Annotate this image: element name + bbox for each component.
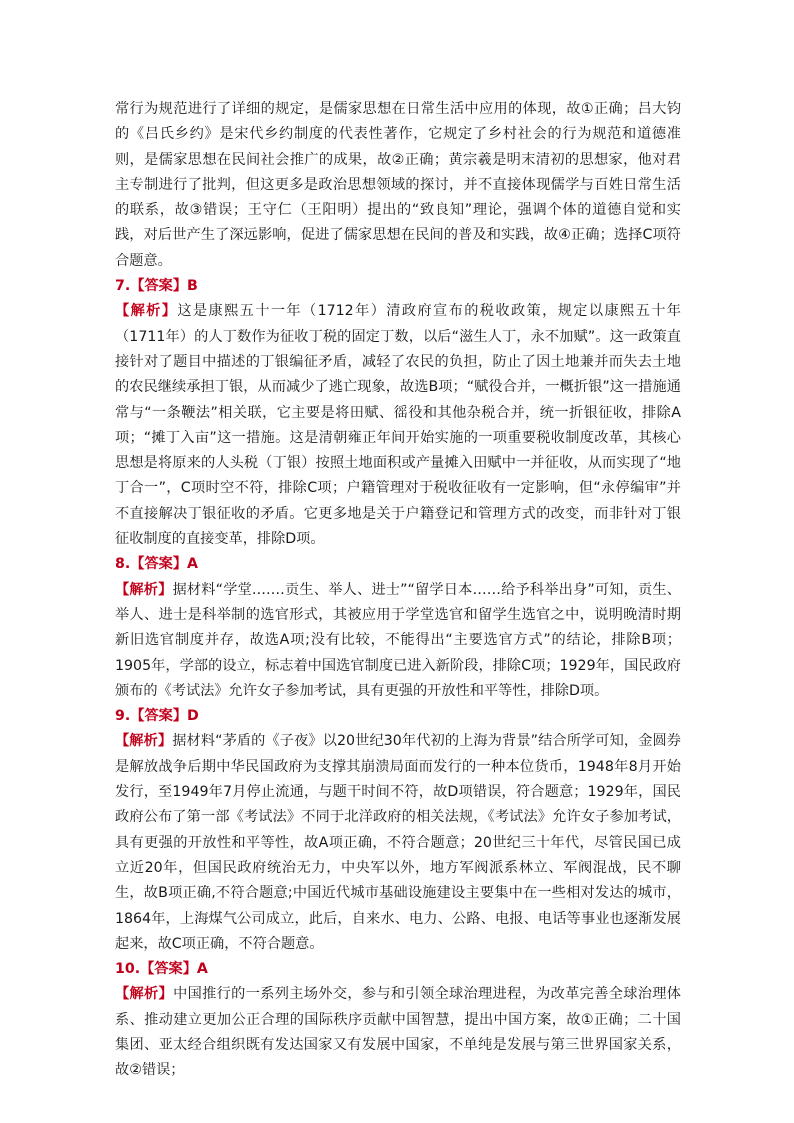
answer-label: 8.【答案】A [115, 556, 198, 573]
analysis-text: 这是康熙五十一年（1712年）清政府宣布的税收政策，规定以康熙五十年（1711年）的人丁数作为征收丁税的固定丁数，以后“滋生人丁，永不加赋”。这一政策直接针对了题目中描述的丁银编征矛盾，减轻了农民的负担，防止了因土地兼并而失去土地的农民继续承担丁银，从而减少了逃亡现象，故选B项；“赋役合并，一概折银”这一措施通常与“一条鞭法”相关联，它主要是将田赋、徭役和其他杂税合并，统一折银征收，排除A项；“摊丁入亩”这一措施。这是清朝雍正年间开始实施的一项重要税收制度改革，其核心思想是将原来的人头税（丁银）按照土地面积或产量摊入田赋中一并征收，从而实现了“地丁合一”，C项时空不符，排除C项；户籍管理对于税收征收有一定影响，但“永停编审”并不直接解决丁银征收的矛盾。它更多地是关于户籍登记和管理方式的改变，而非针对丁银征收制度的直接变革，排除D项。 [115, 303, 681, 548]
answer-block-9 [115, 704, 681, 957]
analysis-paragraph [115, 299, 681, 552]
answer-block-7 [115, 274, 681, 552]
document-page [115, 97, 681, 1084]
analysis-tag: 【解析】 [115, 733, 173, 750]
answer-label: 7.【答案】B [115, 278, 198, 295]
answer-label: 9.【答案】D [115, 708, 199, 725]
analysis-tag: 【解析】 [115, 581, 173, 598]
answer-label: 10.【答案】A [115, 961, 208, 978]
analysis-paragraph [115, 578, 681, 704]
intro-paragraph: 常行为规范进行了详细的规定，是儒家思想在日常生活中应用的体现，故①正确；吕大钧的《吕氏乡约》是宋代乡约制度的代表性著作，它规定了乡村社会的行为规范和道德准则，是儒家思想在民间社会推广的成果，故②正确；黄宗羲是明末清初的思想家，他对君主专制进行了批判，但这更多是政治思想领域的探讨，并不直接体现儒学与百姓日常生活的联系，故③错误；王守仁（王阳明）提出的“致良知”理论，强调个体的道德自觉和实践，对后世产生了深远影响，促进了儒家思想在民间的普及和实践，故④正确；选择C项符合题意。 [115, 101, 681, 269]
analysis-text: 据材料“学堂.……贡生、举人、进士”“留学日本……给予科举出身”可知，贡生、举人、进士是科举制的选官形式，其被应用于学堂选官和留学生选官之中，说明晚清时期新旧选官制度并存，故选A项;没有比较，不能得出“主要选官方式”的结论，排除B项；1905年，学部的设立，标志着中国选官制度已进入新阶段，排除C项；1929年，国民政府颁布的《考试法》允许女子参加考试，具有更强的开放性和平等性，排除D项。 [115, 581, 681, 699]
analysis-tag: 【解析】 [115, 986, 174, 1003]
analysis-paragraph [115, 982, 681, 1083]
answer-block-8 [115, 552, 681, 704]
answer-block-10 [115, 957, 681, 1083]
analysis-tag: 【解析】 [115, 303, 178, 320]
analysis-text: 中国推行的一系列主场外交，参与和引领全球治理进程，为改革完善全球治理体系、推动建立更加公正合理的国际秩序贡献中国智慧，提出中国方案，故①正确；二十国集团、亚太经合组织既有发达国家又有发展中国家，不单纯是发展与第三世界国家关系，故②错误； [115, 986, 681, 1079]
analysis-paragraph [115, 729, 681, 957]
analysis-text: 据材料“茅盾的《子夜》以20世纪30年代初的上海为背景”结合所学可知，金圆券是解放战争后期中华民国政府为支撑其崩溃局面而发行的一种本位货币，1948年8月开始发行，至1949年7月停止流通，与题干时间不符，故D项错误，符合题意；1929年，国民政府公布了第一部《考试法》不同于北洋政府的相关法规，《考试法》允许女子参加考试，具有更强的开放性和平等性，故A项正确，不符合题意；20世纪三十年代，尽管民国已成立近20年，但国民政府统治无力，中央军以外，地方军阀派系林立、军阀混战，民不聊生，故B项正确,不符合题意;中国近代城市基础设施建设主要集中在一些相对发达的城市，1864年，上海煤气公司成立，此后，自来水、电力、公路、电报、电话等事业也逐渐发展起来，故C项正确，不符合题意。 [115, 733, 681, 952]
